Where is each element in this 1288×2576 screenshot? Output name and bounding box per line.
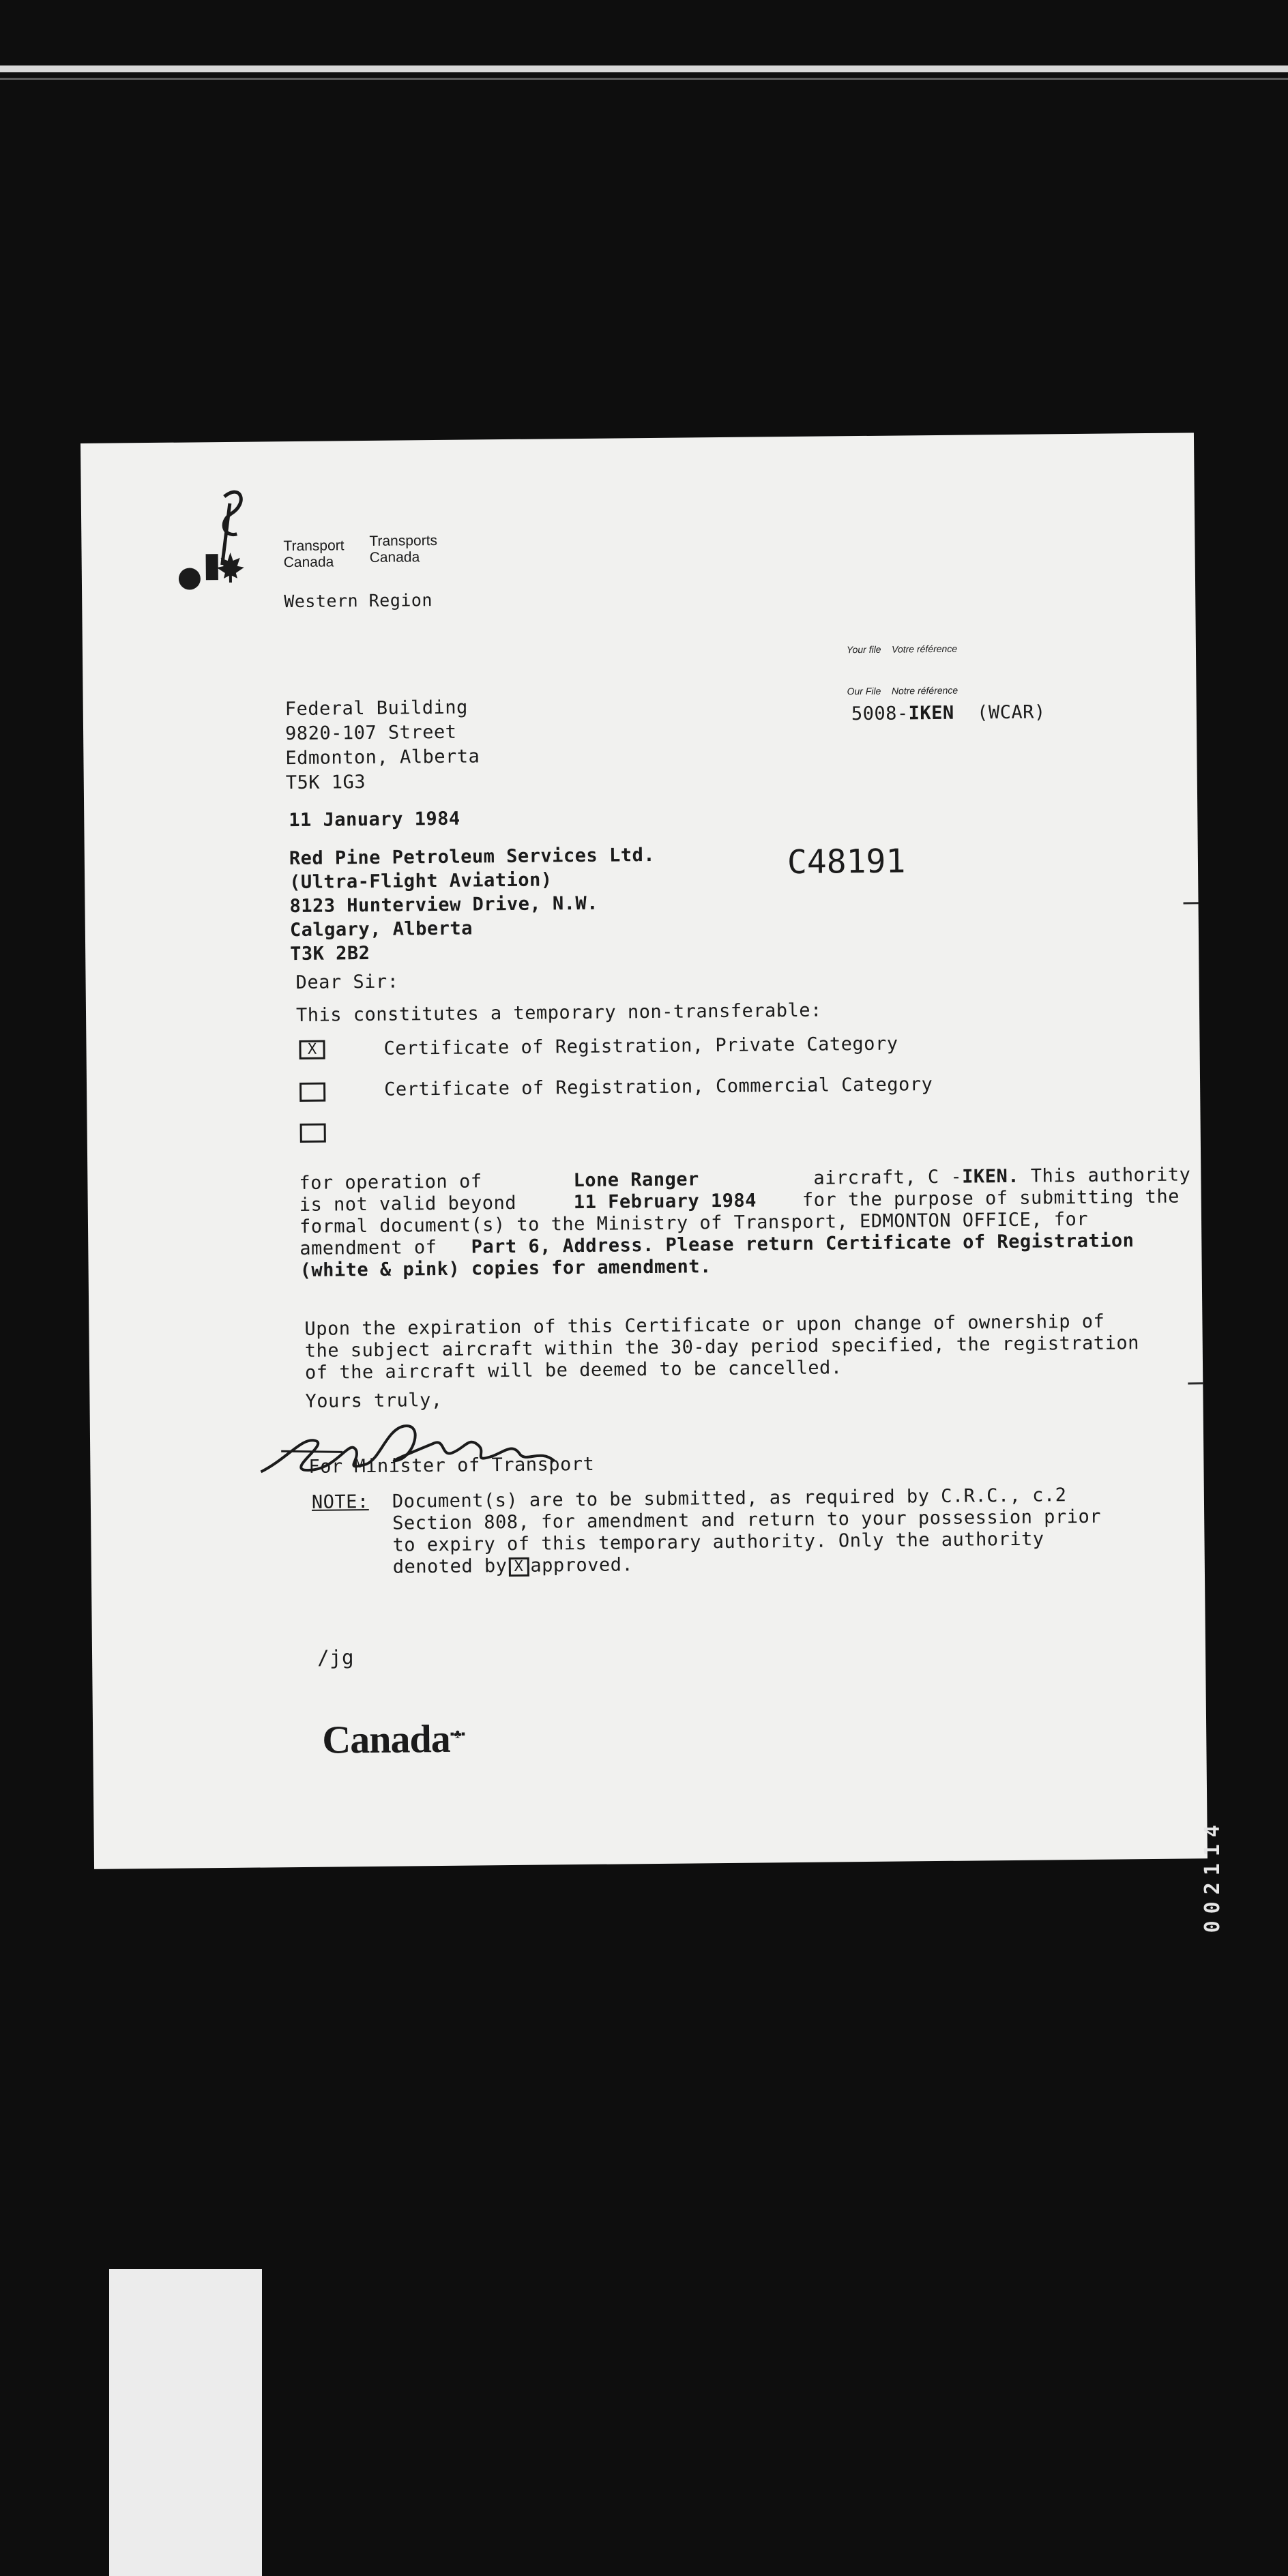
control-stamp-number: C48191 xyxy=(787,842,906,882)
body-line-2: is not valid beyond 11 February 1984 for the purpose of submitting the xyxy=(299,1186,1180,1216)
commercial-category-checkbox xyxy=(299,1083,325,1102)
our-file-label: Our File Notre référence xyxy=(847,684,958,697)
body-line-3: formal document(s) to the Ministry of Transport, EDMONTON OFFICE, for xyxy=(299,1208,1089,1238)
return-address: Federal Building 9820-107 Street Edmonton, Alberta T5K 1G3 xyxy=(284,697,480,794)
closing: Yours truly, xyxy=(305,1389,443,1412)
dept-name-fr: Transports Canada xyxy=(369,532,438,566)
salutation: Dear Sir: xyxy=(295,971,399,994)
dept-name-en: Transport Canada xyxy=(283,538,345,571)
note-text: Document(s) are to be submitted, as required by C.R.C., c.2 Section 808, for amendment and return to your possession prior to expiry of this temporary authority. Only the authority denoted by X approved. xyxy=(392,1484,1102,1578)
approved-mark-checkbox: X xyxy=(508,1557,529,1576)
commercial-category-label: Certificate of Registration, Commercial Category xyxy=(383,1074,933,1100)
recipient-address: Red Pine Petroleum Services Ltd. (Ultra-Flight Aviation) 8123 Hunterview Drive, N.W. Calgary, Alberta T3K 2B2 xyxy=(289,844,656,965)
body-line-5: (white & pink) copies for amendment. xyxy=(299,1256,712,1281)
other-category-checkbox xyxy=(300,1124,326,1143)
letter-date: 11 January 1984 xyxy=(289,808,460,832)
body-line-1: for operation of Lone Ranger aircraft, C -IKEN. This authority xyxy=(299,1164,1191,1194)
note-label: NOTE: xyxy=(311,1491,369,1513)
typist-initials: /jg xyxy=(317,1645,355,1669)
body-line-4: amendment of Part 6, Address. Please return Certificate of Registration xyxy=(299,1230,1135,1259)
film-frame-number: 002114 xyxy=(1201,1818,1225,1933)
your-file-label: Your file Votre référence xyxy=(846,643,958,656)
margin-tick xyxy=(1188,1382,1203,1384)
canada-flag-symbol-icon xyxy=(177,538,252,593)
intro-line: This constitutes a temporary non-transferable: xyxy=(295,999,822,1027)
file-reference: 5008-IKEN (WCAR) xyxy=(851,701,1046,725)
margin-tick xyxy=(1184,902,1199,904)
region-label: Western Region xyxy=(284,590,433,612)
private-category-checkbox: X xyxy=(299,1040,325,1059)
film-leader-block xyxy=(109,2269,262,2576)
film-top-edge-shadow xyxy=(0,78,1288,80)
signature-caption: For Minister of Transport xyxy=(308,1453,595,1478)
letter-page xyxy=(80,433,1208,1869)
canada-wordmark: Canada▪♣▪ xyxy=(321,1716,465,1762)
expiry-paragraph: Upon the expiration of this Certificate or upon change of ownership of the subject aircraft within the 30-day period specified, the registration of the aircraft will be deemed to be cancelled. xyxy=(304,1311,1140,1384)
film-top-edge xyxy=(0,65,1288,72)
wordmark-flag-icon: ▪♣▪ xyxy=(450,1727,465,1741)
private-category-label: Certificate of Registration, Private Category xyxy=(383,1033,898,1059)
